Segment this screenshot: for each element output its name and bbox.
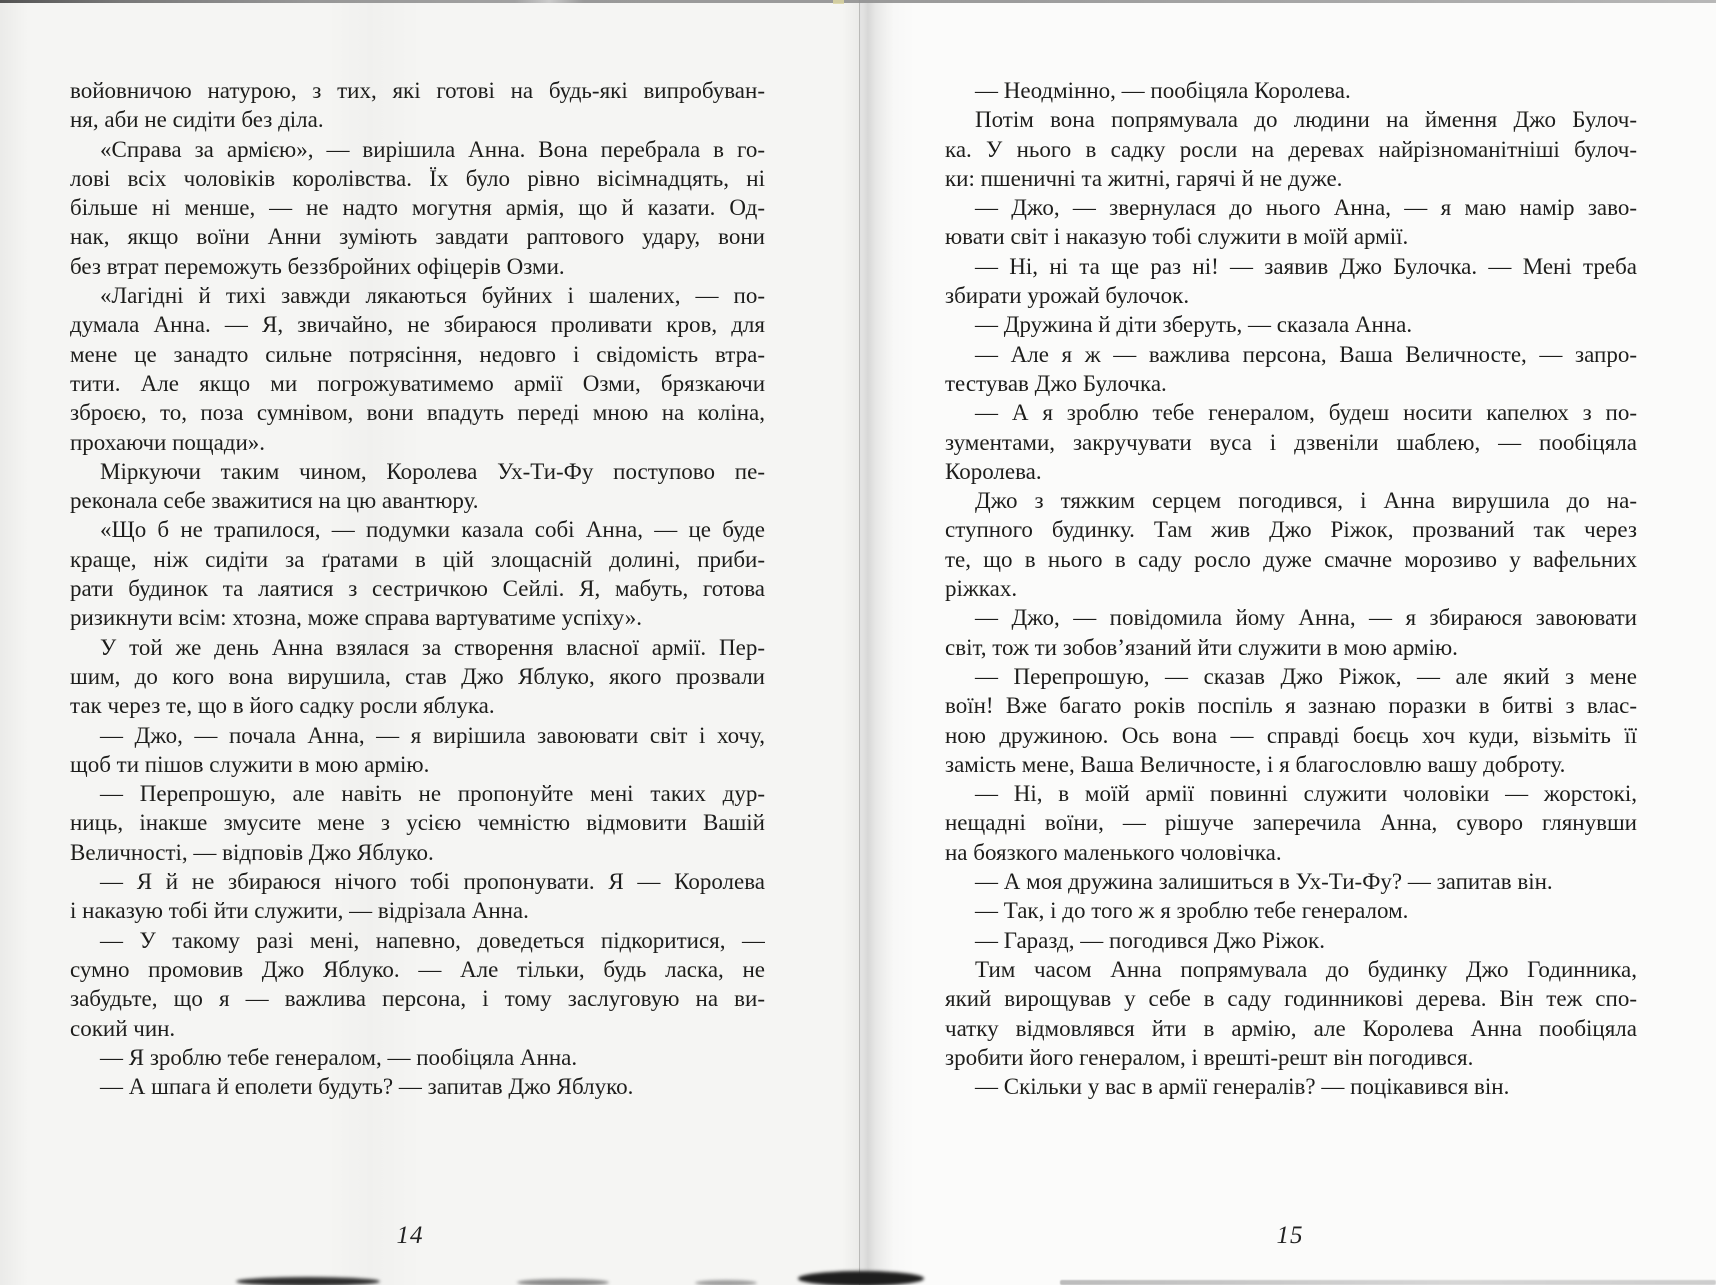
scan-artifact-top-speck [833,0,844,4]
text-line: — Перепрошую, але навіть не пропонуйте мені таких дур- [100,781,765,807]
text-line: рати будинок та лаятися з сестричкою Сейлі. Я, мабуть, готова [70,576,765,602]
text-line: — Скільки у вас в армії генералів? — поцікавився він. [975,1074,1510,1100]
text-line: щоб ти пішов служити в мою армію. [70,751,430,777]
text-line: шим, до кого вона вирушила, став Джо Яблуко, якого прозвали [70,663,765,689]
text-line: світ, тож ти зобов’язаний йти служити в мою армію. [945,634,1458,660]
text-line: краще, ніж сидіти за ґратами в цій злощасній долині, приби- [70,546,765,572]
text-line: збирати урожай булочок. [945,283,1190,309]
text-line: без втрат переможуть беззбройних офіцерів Озми. [70,253,565,279]
text-line: — Неодмінно, — пообіцяла Королева. [975,78,1351,103]
text-line: замість мене, Ваша Величносте, і я благословлю вашу доброту. [945,751,1566,777]
text-line: — Ні, ні та ще раз ні! — заявив Джо Булочка. — Мені треба [975,253,1637,279]
text-line: — А я зроблю тебе генералом, будеш носити капелюх з по- [975,400,1637,426]
text-line: — Я й не збираюся нічого тобі пропонувати. Я — Королева [100,869,765,895]
page-number-left: 14 [396,1222,424,1249]
page-number-right: 15 [1276,1222,1304,1249]
page-right [860,0,1716,1285]
text-line: — Гаразд, — погодився Джо Ріжок. [975,927,1325,953]
text-line: Потім вона попрямувала до людини на ймення Джо Булоч- [975,107,1637,133]
text-line: «Що б не трапилося, — подумки казала собі Анна, — це буде [100,517,765,543]
page-gutter-seam-line [859,0,860,1285]
text-line: — Так, і до того ж я зроблю тебе генералом. [975,898,1409,924]
text-line: нак, якщо воїни Анни зуміють завдати раптового удару, вони [70,224,765,250]
scan-artifact-bottom-smudge [517,1279,609,1285]
text-line: — Але я ж — важлива персона, Ваша Величносте, — запро- [975,341,1637,367]
text-line: сокий чин. [70,1015,176,1041]
text-line: воїн! Вже багато років поспіль я зазнаю поразки в битві з влас- [945,693,1637,719]
text-line: — Джо, — повідомила йому Анна, — я збираюся завоювати [975,605,1637,631]
text-line: — А моя дружина залишиться в Ух-Ти-Фу? — запитав він. [975,869,1553,895]
text-line: прохаючи пощади». [70,429,266,455]
text-line: думала Анна. — Я, звичайно, не збираюся проливати кров, для [70,312,765,338]
text-line: — Дружина й діти зберуть, — сказала Анна. [975,312,1413,338]
text-line: ювати світ і наказую тобі служити в моїй армії. [945,224,1409,250]
text-line: «Лагідні й тихі завжди лякаються буйних і шалених, — по- [100,283,765,309]
page-right-text-column [945,76,1637,1101]
text-line: — Джо, — звернулася до нього Анна, — я маю намір заво- [975,195,1637,221]
text-line: те, що в нього в саду росло дуже смачне морозиво у вафельних [945,546,1637,572]
text-line: зументами, закручувати вуса і дзвеніли шаблею, — пообіцяла [945,429,1637,455]
text-line: нещадні воїни, — рішуче заперечила Анна, суворо глянувши [945,810,1637,836]
text-line: Тим часом Анна попрямувала до будинку Джо Годинника, [975,956,1637,982]
text-line: більше ні менше, — не надто могутня армія, що й казати. Од- [70,195,765,221]
text-line: — Перепрошую, — сказав Джо Ріжок, — але який з мене [975,663,1637,689]
text-line: тестував Джо Булочка. [945,370,1167,396]
page-gutter-shadow [842,0,894,1285]
text-line: який вирощував у себе в саду годинникові дерева. Він теж спо- [945,986,1637,1012]
text-line: ною дружиною. Ось вона — справді боєць хоч куди, візьміть її [945,722,1637,748]
text-line: ня, аби не сидіти без діла. [70,107,324,133]
text-line: ниць, інакше змусите мене з усією чемністю відмовити Вашій [70,810,765,836]
text-line: тити. Але якщо ми погрожуватимемо армії Озми, брязкаючи [70,370,765,396]
text-line: ріжках. [945,576,1018,602]
text-line: войовничою натурою, з тих, які готові на будь-які випробуван- [70,78,765,103]
page-left-text-column [70,76,765,1101]
text-line: чатку відмовлявся йти в армію, але Королева Анна пообіцяла [945,1015,1637,1041]
text-line: ки: пшеничні та житні, гарячі й не дуже. [945,165,1343,191]
text-line: — Ні, в моїй армії повинні служити чоловіки — жорстокі, [975,781,1637,807]
text-line: реконала себе зважитися на цю авантюру. [70,488,479,514]
text-line: — Я зроблю тебе генералом, — пообіцяла Анна. [100,1044,578,1070]
text-line: Королева. [945,458,1042,484]
text-line: лові всіх чоловіків королівства. Їх було рівно вісімнадцять, ні [70,165,765,191]
text-line: У той же день Анна взялася за створення власної армії. Пер- [100,634,765,660]
text-line: зробити його генералом, і врешті-решт він погодився. [945,1044,1474,1070]
text-line: забудьте, що я — важлива персона, і тому заслуговую на ви- [70,986,765,1012]
text-line: — Джо, — почала Анна, — я вирішила завоювати світ і хочу, [100,722,765,748]
text-line: на боязкого маленького чоловічка. [945,839,1282,865]
text-line: Міркуючи таким чином, Королева Ух-Ти-Фу поступово пе- [100,458,765,484]
text-line: ступного будинку. Там жив Джо Ріжок, прозваний так через [945,517,1637,543]
text-line: — А шпага й еполети будуть? — запитав Джо Яблуко. [100,1074,634,1100]
scan-artifact-top-edge [0,0,1716,3]
text-line: «Справа за армією», — вирішила Анна. Вона перебрала в го- [100,136,765,162]
text-line: зброєю, то, поза сумнівом, вони впадуть переді мною на коліна, [70,400,765,426]
text-line: сумно промовив Джо Яблуко. — Але тільки, будь ласка, не [70,956,765,982]
scan-artifact-bottom-smudge [236,1277,380,1285]
text-line: ка. У нього в садку росли на деревах найрізноманітніші булоч- [945,136,1637,162]
text-line: Джо з тяжким серцем погодився, і Анна вирушила до на- [975,488,1637,514]
text-line: так через те, що в його садку росли яблука. [70,693,495,719]
text-line: і наказую тобі йти служити, — відрізала Анна. [70,898,529,924]
text-line: — У такому разі мені, напевно, доведеться підкоритися, — [100,927,765,953]
text-line: ризикнути всім: хтозна, може справа вартуватиме успіху». [70,605,642,631]
scan-artifact-bottom-smudge [798,1271,924,1285]
scan-artifact-bottom-edge-band [1060,1280,1716,1285]
text-line: Величності, — відповів Джо Яблуко. [70,839,434,865]
scan-artifact-bottom-smudge [695,1280,757,1285]
text-line: мене це занадто сильне потрясіння, недовго і свідомість втра- [70,341,765,367]
